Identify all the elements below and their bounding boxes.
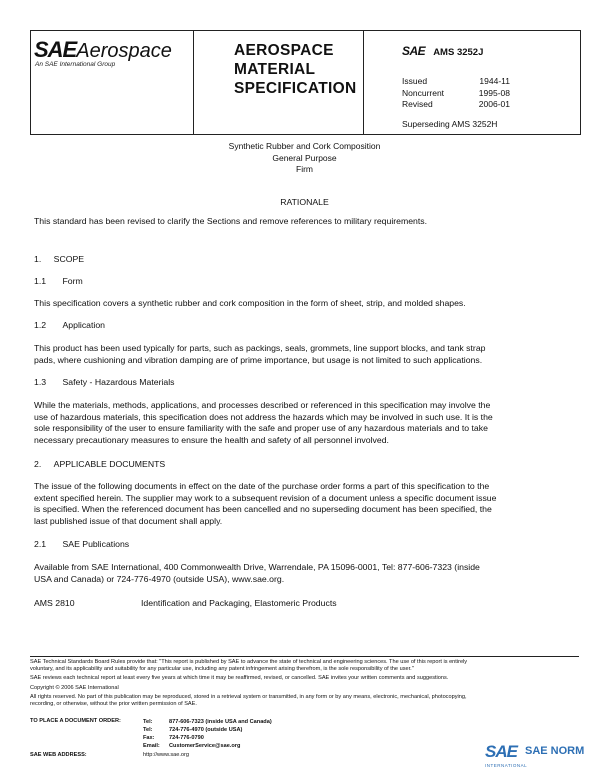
section-1-3-heading: [34, 377, 175, 387]
doc-id: AMS 3252J: [433, 47, 484, 58]
text-line: pads, where cushioning and vibration damping are of prime importance, but usage is not limited to such applications.: [34, 354, 483, 365]
footer-line: voluntary, and its applicability and suitability for any particular use, including any patent infringement arising therefrom, is the sole responsibility of the user.": [30, 666, 414, 673]
date-row-noncurrent: [402, 88, 510, 100]
text-line: This product has been used typically for parts, such as packings, seals, grommets, line support blocks, and tank strap: [34, 343, 486, 353]
sae-norm-subtext: INTERNATIONAL: [485, 763, 528, 768]
subject-line-3: Firm: [296, 164, 313, 174]
contact-label: Tel:: [143, 727, 153, 733]
section-title: Application: [62, 320, 106, 330]
order-label: TO PLACE A DOCUMENT ORDER:: [30, 718, 121, 724]
document-subject: [30, 141, 579, 176]
rationale-heading: RATIONALE: [280, 197, 329, 207]
section-title: Form: [62, 276, 83, 286]
dates-table: [402, 76, 510, 111]
section-2-1-heading: [34, 539, 129, 549]
date-value: 1944-11: [479, 76, 510, 86]
footer-rule: [30, 656, 579, 657]
text-line: sole responsibility of the user to ensure familiarity with the safe and proper use of any hazardous materials and to take: [34, 423, 488, 434]
contact-label: Email:: [143, 743, 160, 749]
text-line: While the materials, methods, applications, and processes described or referenced in this specification may involve the: [34, 400, 491, 410]
spec-title-line-1: AEROSPACE: [234, 42, 334, 59]
reference-code: AMS 2810: [34, 598, 75, 608]
section-title: Safety - Hazardous Materials: [62, 377, 175, 387]
text-line: The issue of the following documents in effect on the date of the purchase order forms a part of this specification to the: [34, 481, 490, 491]
footer-line: All rights reserved. No part of this publication may be reproduced, stored in a retrieval system or transmitted, in any form or by any means, electronic, mechanical, photocopying,: [30, 693, 467, 700]
text-line: USA and Canada) or 724-776-4970 (outside USA), www.sae.org.: [34, 573, 285, 584]
date-row-issued: [402, 76, 510, 88]
reference-entry: [34, 598, 337, 608]
section-1-1-heading: [34, 276, 83, 286]
text-line: Available from SAE International, 400 Commonwealth Drive, Warrendale, PA 15096-0001, Tel: 877-606-7323 (inside: [34, 562, 480, 572]
order-contacts: [143, 718, 272, 750]
contact-value: 724-776-0790: [169, 735, 204, 741]
subject-line-2: General Purpose: [272, 152, 337, 163]
text-line: use of hazardous materials, this specification does not address the hazards which may be involved in such use. It is the: [34, 411, 493, 422]
text-line: is specified. When the referenced document has been cancelled and no superseding document has been specified, the: [34, 504, 492, 515]
sae-norm-logo: [485, 742, 595, 772]
section-number: 1.1: [34, 276, 47, 286]
superseding-note: Superseding AMS 3252H: [402, 119, 498, 129]
footer-line: recording, or otherwise, without the prior written permission of SAE.: [30, 701, 197, 708]
section-title: SCOPE: [53, 254, 85, 264]
sae-norm-mark: SAE: [485, 742, 517, 761]
section-1-1-text: This specification covers a synthetic rubber and cork composition in the form of sheet, strip, and molded shapes.: [34, 298, 466, 308]
sae-norm-text: SAE NORM: [525, 745, 585, 757]
section-1-2-text: [34, 343, 579, 366]
reference-title: Identification and Packaging, Elastomeric Products: [141, 598, 337, 608]
date-row-revised: [402, 99, 510, 111]
logo-aerospace-text: Aerospace: [76, 40, 172, 62]
contact-row: [143, 726, 272, 734]
section-title: APPLICABLE DOCUMENTS: [53, 459, 166, 469]
section-1-2-heading: [34, 320, 105, 330]
footer-line: SAE reviews each technical report at least every five years at which time it may be reaffirmed, revised, or cancelled. SAE invites your written comments and suggestions.: [30, 675, 449, 682]
contact-label: Tel:: [143, 719, 153, 725]
section-2-text: [34, 481, 579, 527]
section-number: 2.: [34, 459, 42, 469]
logo-group-text: An SAE International Group: [35, 61, 116, 68]
web-address-label: SAE WEB ADDRESS:: [30, 752, 87, 758]
sae-small-logo: SAE: [402, 44, 426, 58]
contact-row: [143, 742, 272, 750]
sae-aerospace-logo: [34, 37, 172, 63]
spec-title: [234, 41, 356, 98]
footer-notice: [30, 659, 579, 708]
section-number: 2.1: [34, 539, 47, 549]
footer-copyright: Copyright © 2006 SAE International: [30, 684, 119, 691]
section-1-3-text: [34, 400, 579, 446]
header-divider-left: [193, 31, 194, 134]
section-number: 1.: [34, 254, 42, 264]
footer-line: SAE Technical Standards Board Rules provide that: "This report is published by SAE to advance the state of technical and engineering sciences. The use of this report is entirely: [30, 659, 468, 665]
section-number: 1.2: [34, 320, 47, 330]
spec-title-line-2: MATERIAL: [234, 61, 316, 78]
header-divider-right: [363, 31, 364, 134]
date-label: Issued: [402, 76, 428, 86]
section-title: SAE Publications: [62, 539, 130, 549]
doc-id-block: [402, 44, 483, 58]
date-value: 1995-08: [478, 87, 510, 98]
section-2-heading: [34, 459, 165, 469]
logo-sae-text: SAE: [34, 37, 77, 62]
text-line: necessary precautionary measures to ensure the health and safety of all personnel involved.: [34, 434, 389, 445]
email-link[interactable]: CustomerService@sae.org: [169, 743, 241, 749]
section-number: 1.3: [34, 377, 47, 387]
contact-value: 724-776-4970 (outside USA): [169, 727, 243, 733]
subject-line-1: Synthetic Rubber and Cork Composition: [228, 141, 381, 151]
contact-label: Fax:: [143, 735, 155, 741]
section-2-1-text: [34, 562, 579, 585]
contact-value: 877-606-7323 (inside USA and Canada): [169, 719, 272, 725]
contact-row: [143, 734, 272, 742]
web-address-link[interactable]: http://www.sae.org: [143, 752, 190, 758]
text-line: last published issue of that document shall apply.: [34, 515, 223, 526]
section-1-heading: [34, 254, 84, 264]
date-value: 2006-01: [478, 99, 510, 109]
text-line: extent specified herein. The supplier may work to a subsequent revision of a document unless a specific document issue: [34, 492, 497, 503]
contact-row: [143, 718, 272, 726]
rationale-text: This standard has been revised to clarify the Sections and remove references to military requirements.: [34, 216, 428, 226]
date-label: Noncurrent: [402, 87, 445, 98]
spec-title-line-3: SPECIFICATION: [234, 80, 357, 97]
date-label: Revised: [402, 99, 433, 109]
